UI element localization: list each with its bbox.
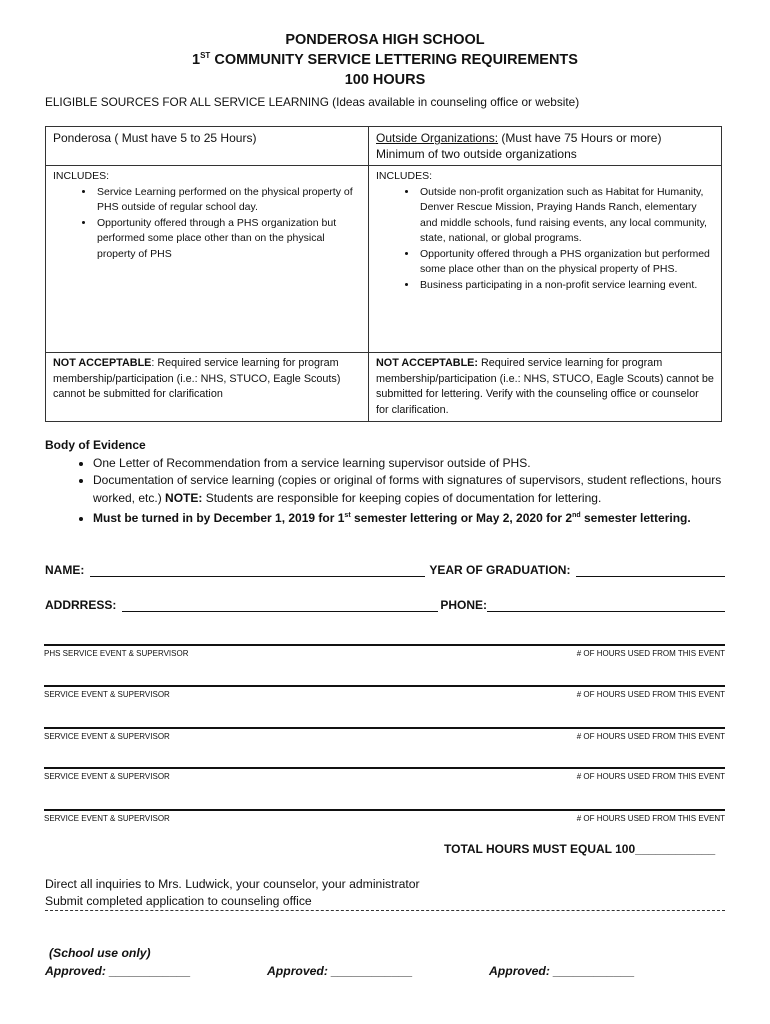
dashed-divider (45, 910, 725, 911)
ponderosa-includes: INCLUDES: • Service Learning performed on the physical property of PHS outside of regular school day. • Opportunity offered through a PHS organization but performed some place other than on the physical property of PHS (46, 166, 369, 353)
event-row-5[interactable] (44, 809, 725, 825)
name-label: NAME: (45, 563, 85, 577)
year-field[interactable] (576, 563, 725, 577)
not-acceptable-row (46, 353, 722, 422)
event-label: SERVICE EVENT & SUPERVISOR (44, 690, 170, 699)
event-label: SERVICE EVENT & SUPERVISOR (44, 732, 170, 741)
ponderosa-not-acceptable: NOT ACCEPTABLE: Required service learning for program membership/participation (i.e.: NHS, STUCO, Eagle Scouts) cannot be submitted for clarification (46, 353, 369, 422)
list-item: • Outside non-profit organization such as Habitat for Humanity, Denver Rescue Mission, Praying Hands Ranch, elementary and middle schools, fund raising events, any local community, state, national, or global programs. (418, 185, 714, 247)
phone-label: PHONE: (440, 598, 488, 612)
document-title: 1ST COMMUNITY SERVICE LETTERING REQUIREMENTS (192, 51, 578, 68)
event-label: SERVICE EVENT & SUPERVISOR (44, 814, 170, 823)
event-hours-label: # OF HOURS USED FROM THIS EVENT (576, 690, 725, 699)
ponderosa-includes-list (53, 185, 361, 263)
event-row-2[interactable] (44, 685, 725, 701)
event-row-4[interactable] (44, 767, 725, 783)
name-year-row (45, 563, 725, 577)
approved-field-1[interactable]: Approved: ____________ (45, 964, 191, 978)
outside-column-heading: Outside Organizations: (Must have 75 Hours or more) Minimum of two outside organizations (369, 127, 722, 166)
requirements-table (45, 126, 722, 422)
hours-requirement: 100 HOURS (344, 72, 426, 88)
event-hours-label: # OF HOURS USED FROM THIS EVENT (576, 732, 725, 741)
eligible-sources-text: ELIGIBLE SOURCES FOR ALL SERVICE LEARNING (Ideas available in counseling office or website) (45, 95, 580, 109)
event-row-phs[interactable] (44, 644, 725, 660)
body-of-evidence (45, 437, 725, 528)
address-phone-row (45, 598, 725, 612)
list-item: • Opportunity offered through a PHS organization but performed some place other than on the physical property of PHS (95, 216, 361, 263)
evidence-heading: Body of Evidence (45, 438, 146, 452)
event-row-3[interactable] (44, 727, 725, 743)
outside-includes-list (376, 185, 714, 294)
document-header (0, 30, 770, 90)
event-hours-label: # OF HOURS USED FROM THIS EVENT (576, 814, 725, 823)
list-item: • Business participating in a non-profit service learning event. (418, 278, 714, 294)
inquiries-text: Direct all inquiries to Mrs. Ludwick, your counselor, your administrator (45, 877, 420, 891)
evidence-list (45, 455, 725, 528)
includes-row (46, 166, 722, 353)
event-label: SERVICE EVENT & SUPERVISOR (44, 772, 170, 781)
year-label: YEAR OF GRADUATION: (429, 563, 571, 577)
list-item: • Documentation of service learning (copies or original of forms with signatures of supervisors, student reflections, hours worked, etc.) NOTE: Students are responsible for keeping copies of documentation for lettering. (93, 472, 725, 507)
address-label: ADDRRESS: (45, 598, 117, 612)
approved-field-3[interactable]: Approved: ____________ (489, 964, 635, 978)
inquiries-block (45, 876, 420, 910)
total-hours-line: TOTAL HOURS MUST EQUAL 100____________ (444, 842, 716, 856)
table-header-row (46, 127, 722, 166)
address-field[interactable] (122, 598, 438, 612)
school-name: PONDEROSA HIGH SCHOOL (285, 32, 485, 48)
name-field[interactable] (90, 563, 425, 577)
event-hours-label: # OF HOURS USED FROM THIS EVENT (576, 772, 725, 781)
outside-not-acceptable: NOT ACCEPTABLE: Required service learning for program membership/participation (i.e.: NHS, STUCO, Eagle Scouts) cannot be submitted for lettering. Verify with the counseling office or counselor for clarification. (369, 353, 722, 422)
phone-field[interactable] (487, 598, 725, 612)
submit-text: Submit completed application to counseling office (45, 894, 312, 908)
list-item: • Opportunity offered through a PHS organization but performed some place other than on the physical property of PHS. (418, 247, 714, 278)
school-use-label: (School use only) (49, 946, 151, 960)
event-label: PHS SERVICE EVENT & SUPERVISOR (44, 649, 189, 658)
list-item: • Must be turned in by December 1, 2019 for 1st semester lettering or May 2, 2020 for 2nd semester lettering. (93, 507, 725, 528)
approved-field-2[interactable]: Approved: ____________ (267, 964, 413, 978)
list-item: • Service Learning performed on the physical property of PHS outside of regular school day. (95, 185, 361, 216)
ponderosa-column-heading: Ponderosa ( Must have 5 to 25 Hours) (46, 127, 369, 166)
event-hours-label: # OF HOURS USED FROM THIS EVENT (576, 649, 725, 658)
outside-includes: INCLUDES: • Outside non-profit organization such as Habitat for Humanity, Denver Rescue Mission, Praying Hands Ranch, elementary and middle schools, fund raising events, any local community, state, national, or global programs. • Opportunity offered through a PHS organization but performed some place other than on the physical property of PHS. • Business participating in a non-profit service learning event. (369, 166, 722, 353)
list-item: • One Letter of Recommendation from a service learning supervisor outside of PHS. (93, 455, 725, 473)
